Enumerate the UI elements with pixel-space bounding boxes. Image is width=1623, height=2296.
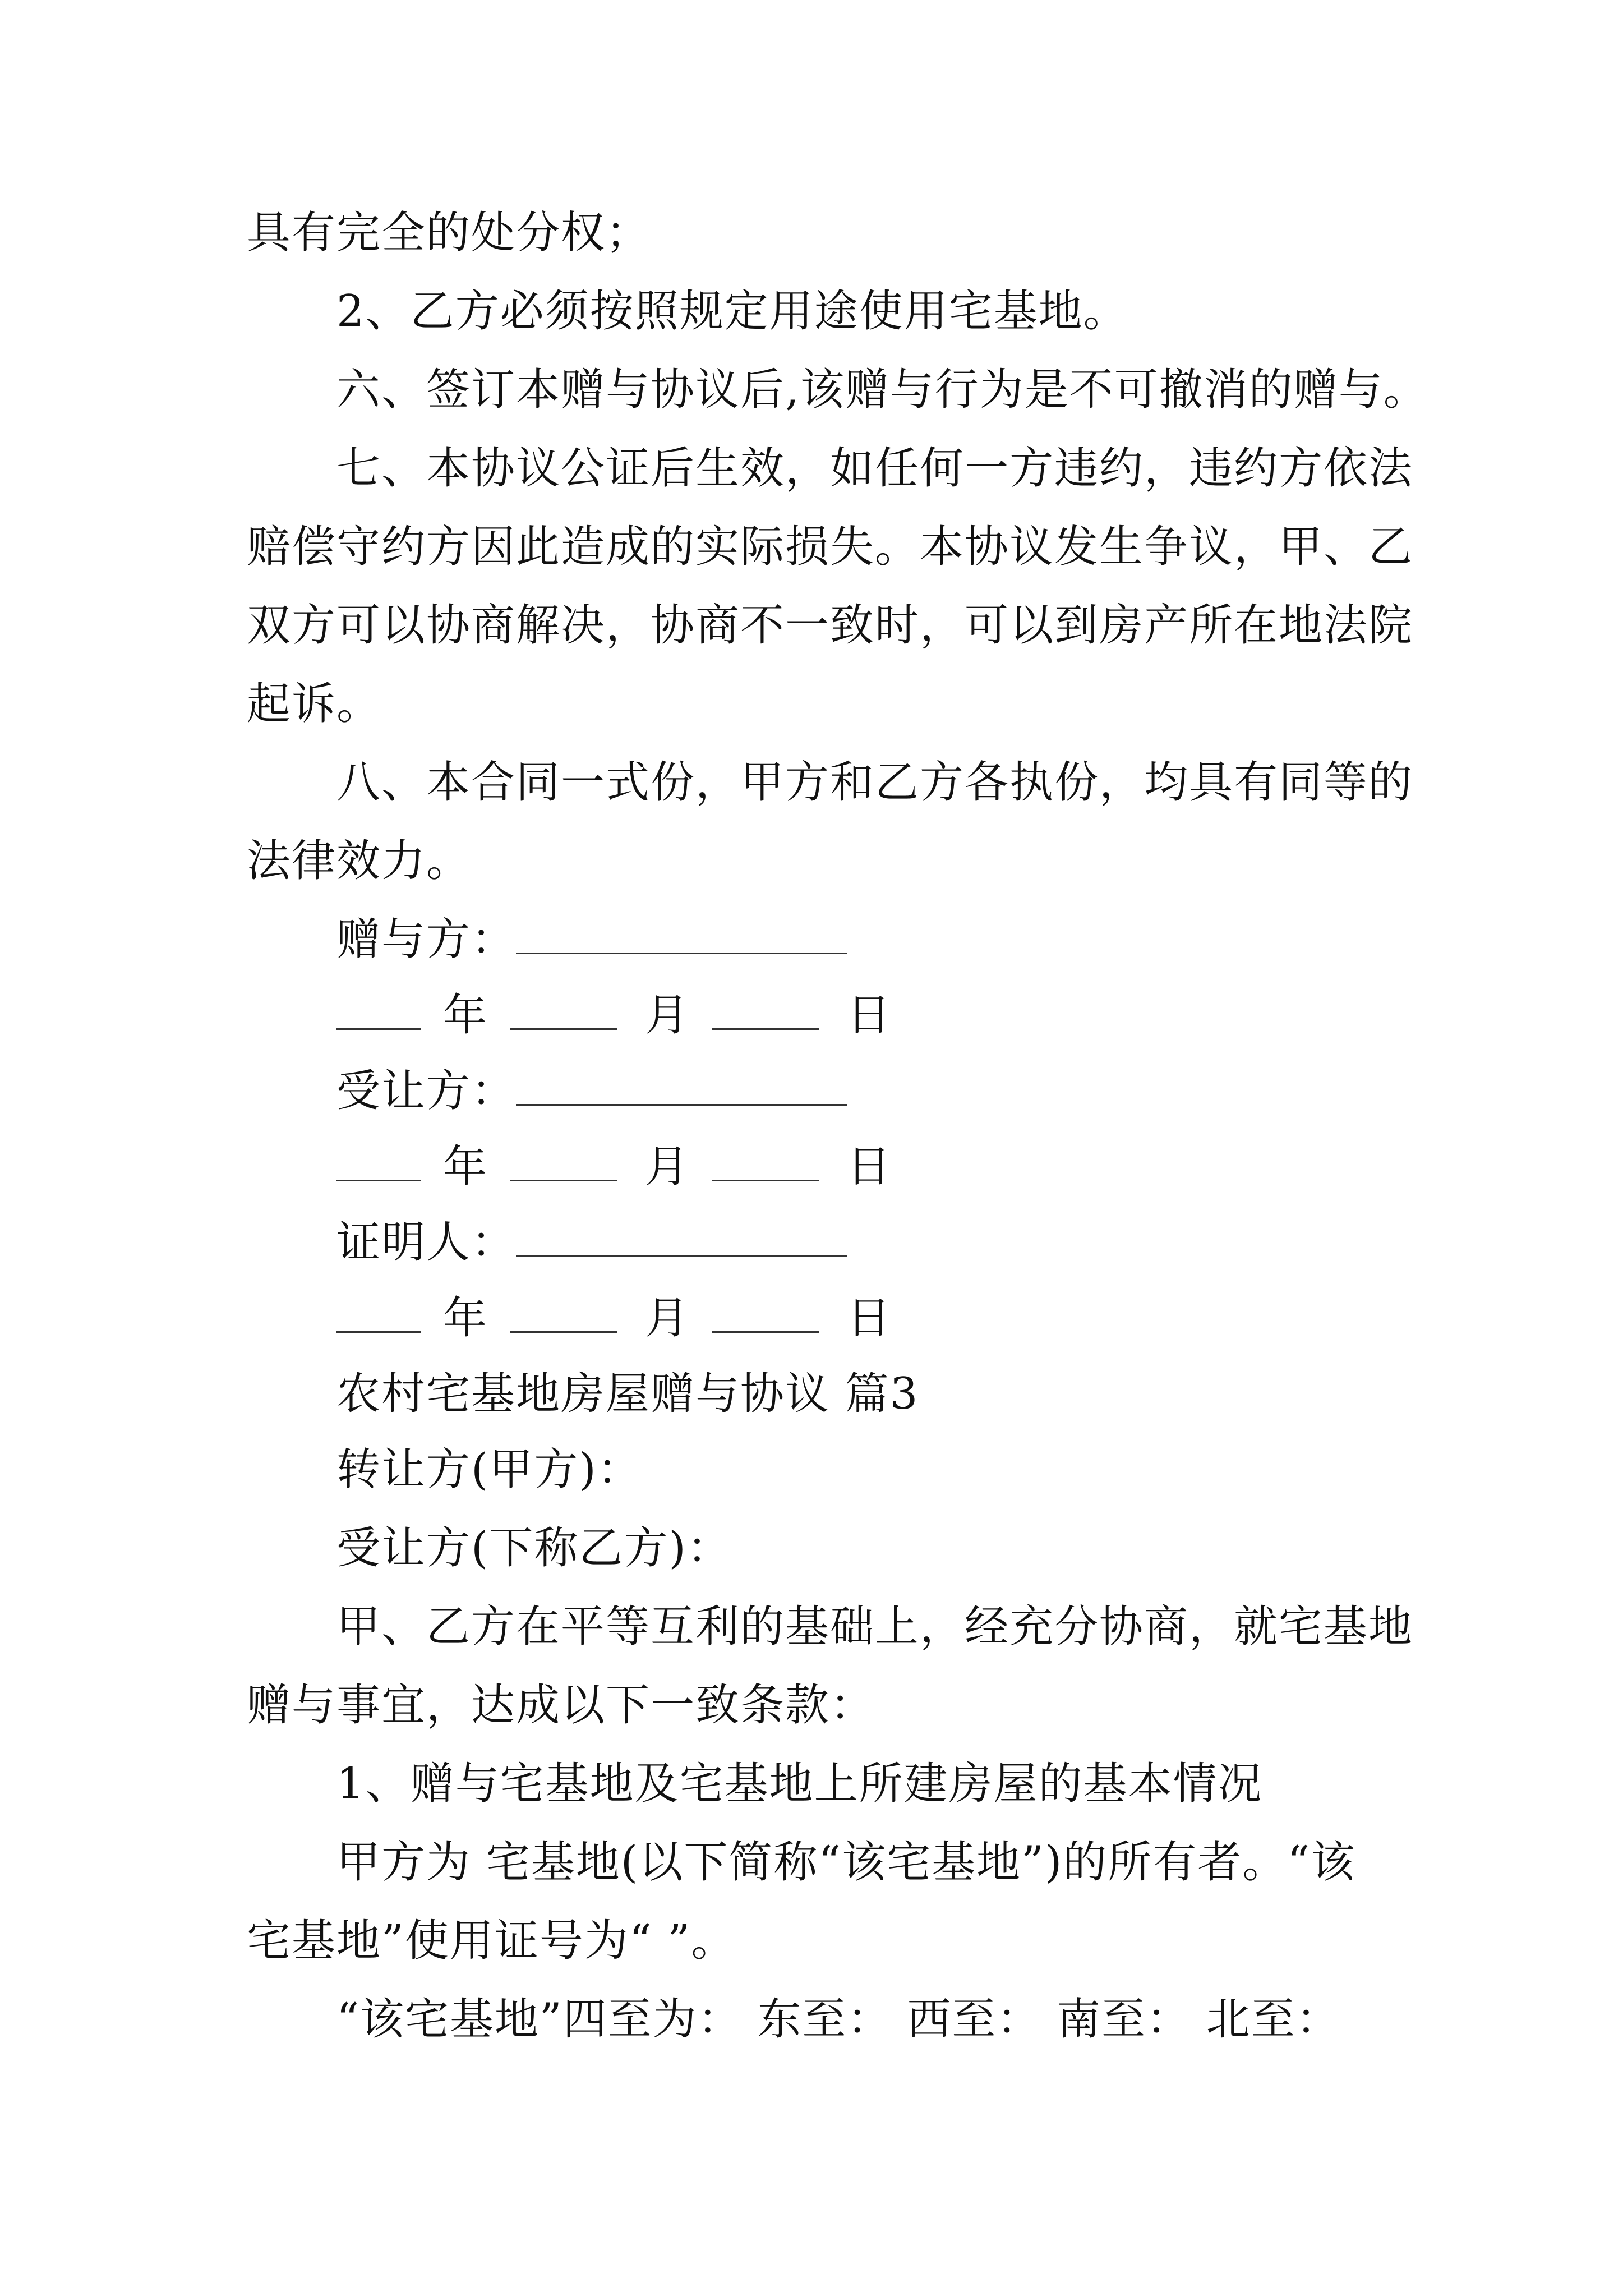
paragraph-line: 法律效力。 [247, 836, 472, 886]
paragraph-line: 七、本协议公证后生效，如任何一方违约，违约方依法 [336, 443, 1414, 494]
month-label: 月 [645, 1293, 690, 1343]
paragraph-line: 双方可以协商解决，协商不一致时，可以到房产所在地法院 [247, 600, 1414, 651]
month-blank [510, 1145, 617, 1181]
year-blank [336, 993, 421, 1030]
paragraph-line: 赔偿守约方因此造成的实际损失。本协议发生争议，甲、乙 [247, 522, 1414, 572]
paragraph-line: 宅基地”使用证号为“ ”。 [247, 1916, 736, 1966]
day-blank [712, 1145, 819, 1181]
paragraph-line: 赠与事宜，达成以下一致条款： [247, 1680, 875, 1731]
day-label: 日 [847, 1293, 892, 1343]
paragraph-line: “该宅基地”四至为： 东至： 西至： 南至： 北至： [336, 1994, 1341, 2045]
paragraph-line: 2、乙方必须按照规定用途使用宅基地。 [336, 286, 1128, 337]
paragraph-line: 甲、乙方在平等互利的基础上，经充分协商，就宅基地 [336, 1602, 1414, 1652]
month-blank [510, 993, 617, 1030]
paragraph-line: 六、签订本赠与协议后,该赠与行为是不可撤消的赠与。 [336, 365, 1428, 415]
witness-signature-blank [516, 1221, 847, 1257]
recipient-signature-blank [516, 1069, 847, 1106]
month-label: 月 [645, 990, 690, 1041]
donor-signature-line [336, 912, 847, 968]
paragraph-line: 八、本合同一式份，甲方和乙方各执份，均具有同等的 [336, 757, 1414, 808]
donor-label: 赠与方： [336, 914, 517, 965]
witness-signature-line [336, 1214, 847, 1271]
month-label: 月 [645, 1142, 690, 1192]
year-blank [336, 1145, 421, 1181]
recipient-label: 受让方： [336, 1066, 517, 1116]
year-blank [336, 1296, 421, 1333]
paragraph-line: 甲方为 宅基地(以下简称“该宅基地”)的所有者。“该 [336, 1837, 1356, 1888]
donor-signature-blank [516, 918, 847, 954]
paragraph-line: 起诉。 [247, 679, 382, 729]
section-heading: 农村宅基地房屋赠与协议 篇3 [336, 1369, 919, 1419]
witness-label: 证明人： [336, 1217, 517, 1268]
paragraph-line: 1、赠与宅基地及宅基地上所建房屋的基本情况 [336, 1759, 1263, 1809]
paragraph-line: 转让方(甲方)： [336, 1444, 642, 1495]
year-label: 年 [443, 990, 488, 1041]
day-label: 日 [847, 1142, 892, 1192]
day-blank [712, 1296, 819, 1333]
paragraph-line: 受让方(下称乙方)： [336, 1523, 732, 1573]
paragraph-line: 具有完全的处分权； [247, 208, 651, 258]
day-label: 日 [847, 990, 892, 1041]
year-label: 年 [443, 1142, 488, 1192]
recipient-date-line [336, 1139, 892, 1195]
day-blank [712, 993, 819, 1030]
donor-date-line [336, 987, 892, 1043]
witness-date-line [336, 1290, 892, 1346]
year-label: 年 [443, 1293, 488, 1343]
recipient-signature-line [336, 1063, 847, 1119]
month-blank [510, 1296, 617, 1333]
